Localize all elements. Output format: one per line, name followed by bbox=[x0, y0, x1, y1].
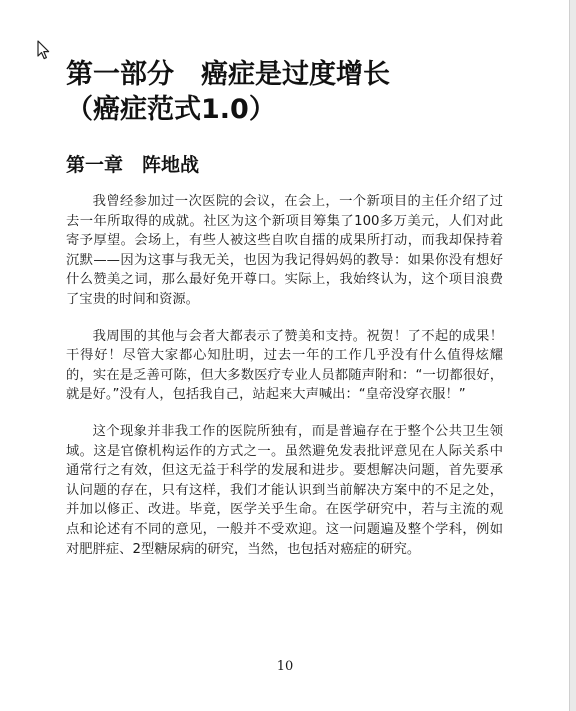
body-text bbox=[66, 192, 503, 576]
paragraph-2: 我周围的其他与会者大都表示了赞美和支持。祝贺！了不起的成果！干得好！尽管大家都心知肚明，过去一年的工作几乎没有什么值得炫耀的，实在是乏善可陈，但大多数医疗专业人员都随声附和：“一切都很好，就是好。”没有人，包括我自己，站起来大声喊出：“皇帝没穿衣服！” bbox=[66, 328, 503, 403]
page-edge-scrollbar[interactable] bbox=[569, 0, 576, 711]
paragraph-1: 我曾经参加过一次医院的会议，在会上，一个新项目的主任介绍了过去一年所取得的成就。社区为这个新项目筹集了100多万美元，人们对此寄予厚望。会场上，有些人被这些自吹自擂的成果所打动，而我却保持着沉默——因为这事与我无关，也因为我记得妈妈的教导：如果你没有想好什么赞美之词，那么最好免开尊口。实际上，我始终认为，这个项目浪费了宝贵的时间和资源。 bbox=[66, 194, 503, 307]
part-title-line-1: 第一部分 癌症是过度增长 bbox=[66, 59, 390, 90]
chapter-title: 第一章 阵地战 bbox=[66, 154, 200, 176]
page-number: 10 bbox=[276, 659, 294, 674]
part-title-line-2: （癌症范式1.0） bbox=[66, 94, 276, 125]
part-title bbox=[66, 57, 536, 127]
mouse-pointer-icon bbox=[37, 40, 51, 60]
paragraph-3: 这个现象并非我工作的医院所独有，而是普遍存在于整个公共卫生领域。这是官僚机构运作的方式之一。虽然避免发表批评意见在人际关系中通常行之有效，但这无益于科学的发展和进步。要想解决问题，首先要承认问题的存在，只有这样，我们才能认识到当前解决方案中的不足之处，并加以修正、改进。毕竟，医学关乎生命。在医学研究中，若与主流的观点和论述有不同的意见，一般并不受欢迎。这一问题遍及整个学科，例如对肥胖症、2型糖尿病的研究，当然，也包括对癌症的研究。 bbox=[66, 423, 503, 557]
